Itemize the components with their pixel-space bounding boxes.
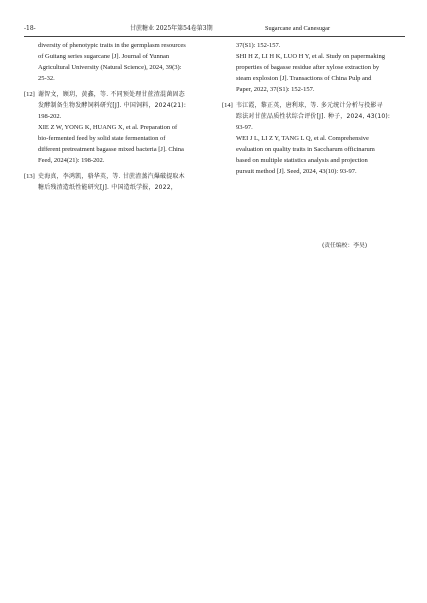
reference-number: [12]	[24, 91, 35, 98]
reference-line: evaluation on quality traits in Saccharum officinarum	[236, 146, 375, 153]
reference-line: Paper, 2022, 37(S1): 152-157.	[236, 86, 315, 93]
reference-line: 史海真，李鸿凯，骆华英，等. 甘蔗渣蒸汽爆破提取木	[38, 173, 185, 180]
reference-line: diversity of phenotypic traits in the germplasm resources	[38, 42, 186, 49]
reference-line: Agricultural University (Natural Science), 2024, 39(3):	[38, 64, 182, 71]
references-left-column	[24, 40, 207, 193]
editor-note: (责任编校：李昊)	[322, 243, 368, 249]
journal-title-cn: 甘蔗糖业 2025年第54卷第3期	[130, 25, 213, 32]
reference-entry	[222, 100, 405, 177]
reference-line: pursuit method [J]. Seed, 2024, 43(10): 93-97.	[236, 168, 357, 175]
reference-line: 198-202.	[38, 113, 62, 120]
reference-line: XIE Z W, YONG K, HUANG X, et al. Preparation of	[38, 124, 178, 131]
reference-line: 37(S1): 152-157.	[236, 42, 281, 49]
reference-line: 韦江霞，黎正英，唐利球，等. 多元统计分析与投影寻	[236, 102, 383, 109]
reference-entry	[24, 40, 207, 84]
reference-entry	[24, 171, 207, 193]
reference-line: 糖后残渣造纸性能研究[J]. 中国造纸学报，2022，	[38, 184, 177, 191]
reference-line: 发酵制备生物发酵饲料研究[J]. 中国饲料，2024(21):	[38, 102, 187, 109]
references-right-column	[222, 40, 405, 177]
reference-line: 25-32.	[38, 75, 55, 82]
reference-line: based on multiple statistics analysis and projection	[236, 157, 368, 164]
reference-number: [14]	[222, 102, 233, 109]
reference-line: steam explosion [J]. Transactions of China Pulp and	[236, 75, 372, 82]
reference-number: [13]	[24, 173, 35, 180]
reference-line: properties of bagasse residue after xylose extraction by	[236, 64, 380, 71]
reference-line: different pretreatment bagasse mixed bacteria [J]. China	[38, 146, 184, 153]
reference-line: 93-97.	[236, 124, 253, 131]
reference-entry	[24, 89, 207, 166]
page-number: -18-	[24, 25, 36, 32]
reference-entry	[222, 40, 405, 95]
reference-line: 踪法对甘蔗品质性状综合评价[J]. 种子，2024, 43(10):	[236, 113, 391, 120]
reference-line: WEI J L, LI Z Y, TANG L Q, et al. Comprehensive	[236, 135, 369, 142]
reference-line: bio-fermented feed by solid state fermentation of	[38, 135, 166, 142]
journal-title-en: Sugarcane and Canesugar	[265, 25, 331, 32]
header-rule	[24, 36, 405, 37]
reference-line: 谢智文，顾玥，黄鑫，等. 不同预处理甘蔗渣混菌固态	[38, 91, 185, 98]
reference-line: SHI H Z, LI H K, LUO H Y, et al. Study on papermaking	[236, 53, 385, 60]
reference-line: Feed, 2024(21): 198-202.	[38, 157, 105, 164]
reference-line: of Guitang series sugarcane [J]. Journal of Yunnan	[38, 53, 170, 60]
page-header	[24, 23, 405, 35]
